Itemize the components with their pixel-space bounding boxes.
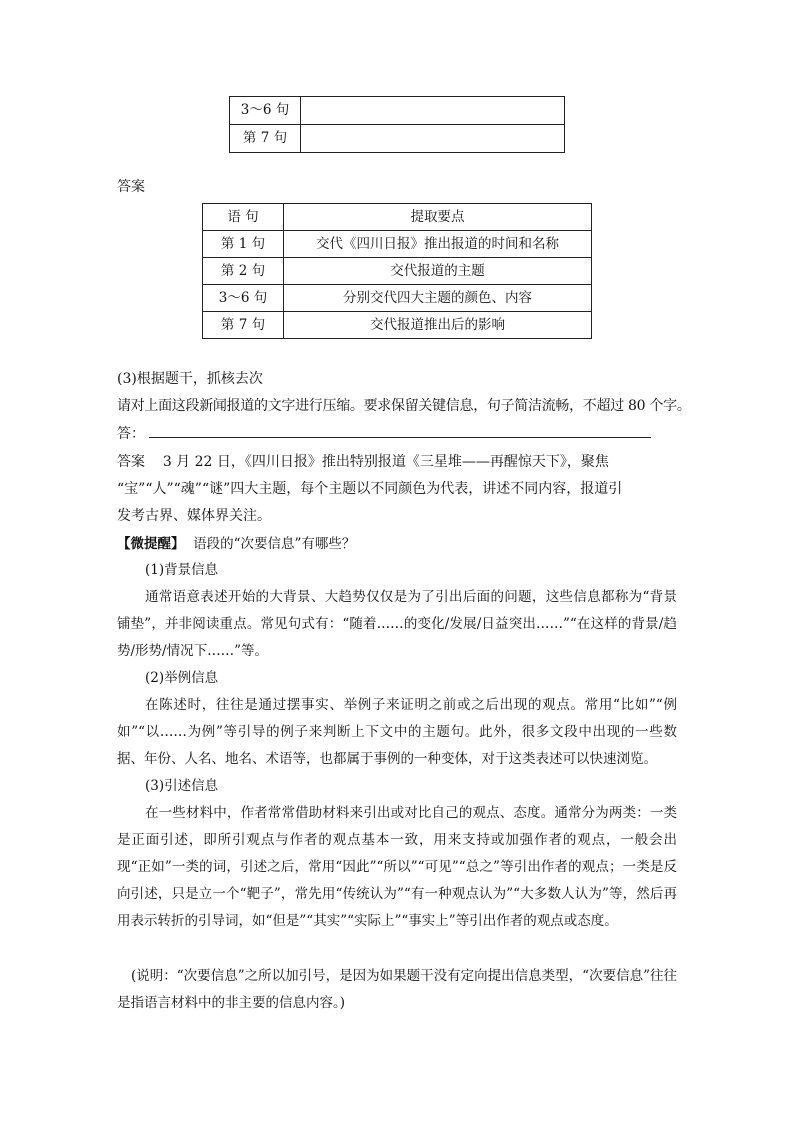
point-cell (301, 125, 565, 153)
section-2-body: 在陈述时，往往是通过摆事实、举例子来证明之前或之后出现的观点。常用“比如”“例如”“以……为例”等引导的例子来判断上下文中的主题句。此外，很多文段中出现的一些数据、年份、人名、地名、术语等，也都属于事例的一种变体，对于这类表述可以快速浏览。 (117, 697, 677, 767)
answer-label: 答案 (117, 179, 145, 195)
point-cell: 分别交代四大主题的颜色、内容 (284, 285, 592, 312)
answer-line-2: “宝”“人”“魂”“谜”四大主题，每个主题以不同颜色为代表，讲述不同内容，报道引 (117, 481, 623, 497)
header-point: 提取要点 (284, 204, 592, 231)
section-1-title: (1)背景信息 (145, 562, 219, 578)
step3-title: (3)根据题干，抓核去次 (117, 371, 263, 387)
tip-note: (说明：“次要信息”之所以加引号，是因为如果题干没有定向提出信息类型，“次要信息”往往是指语言材料中的非主要的信息内容。) (117, 968, 677, 1011)
answer-text: 3 月 22 日，《四川日报》推出特别报道《三星堆——再醒惊天下》，聚焦 (162, 454, 609, 470)
answer-blank-line (149, 425, 651, 438)
table-header-row (203, 204, 592, 231)
table-row (203, 285, 592, 312)
answer-line-1 (117, 451, 609, 471)
tip-question: 语段的“次要信息”有哪些？ (193, 536, 356, 552)
point-cell: 交代报道的主题 (284, 258, 592, 285)
table-top-partial (229, 96, 565, 153)
table-row (230, 97, 565, 125)
sentence-cell: 第 7 句 (230, 125, 301, 153)
tip-heading (117, 532, 355, 552)
section-1-body: 通常语意表述开始的大背景、大趋势仅仅是为了引出后面的问题，这些信息都称为“背景铺垫”，并非阅读重点。常见句式有：“随着……的变化/发展/日益突出……”“在这样的背景/趋势/形势/情况下……”等。 (117, 589, 677, 659)
answer-input-row (117, 423, 651, 443)
sentence-cell: 3～6 句 (230, 97, 301, 125)
table-row (203, 312, 592, 339)
sentence-cell: 第 1 句 (203, 231, 284, 258)
table-row (230, 125, 565, 153)
answer-line-3: 发考古界、媒体界关注。 (117, 508, 271, 524)
sentence-cell: 第 2 句 (203, 258, 284, 285)
header-sentence: 语 句 (203, 204, 284, 231)
answer-prompt: 答： (117, 426, 145, 442)
table-row (203, 258, 592, 285)
point-cell: 交代《四川日报》推出报道的时间和名称 (284, 231, 592, 258)
section-3-body: 在一些材料中，作者常常借助材料来引出或对比自己的观点、态度。通常分为两类：一类是正面引述，即所引观点与作者的观点基本一致，用来支持或加强作者的观点，一般会出现“正如”一类的词，引述之后，常用“因此”“所以”“可见”“总之”等引出作者的观点；一类是反向引述，只是立一个“靶子”，常先用“传统认为”“有一种观点认为”“大多数人认为”等，然后再用表示转折的引导词，如“但是”“其实”“实际上”“事实上”等引出作者的观点或态度。 (117, 805, 677, 929)
tip-label: 【微提醒】 (117, 536, 185, 552)
sentence-cell: 3～6 句 (203, 285, 284, 312)
point-cell (301, 97, 565, 125)
answer-label: 答案 (117, 454, 145, 470)
point-cell: 交代报道推出后的影响 (284, 312, 592, 339)
step3-question: 请对上面这段新闻报道的文字进行压缩。要求保留关键信息，句子简洁流畅，不超过 80 个字。 (117, 398, 691, 414)
sentence-cell: 第 7 句 (203, 312, 284, 339)
section-2-title: (2)举例信息 (145, 670, 219, 686)
answer-table (202, 203, 592, 339)
section-3-title: (3)引述信息 (145, 778, 219, 794)
table-row (203, 231, 592, 258)
